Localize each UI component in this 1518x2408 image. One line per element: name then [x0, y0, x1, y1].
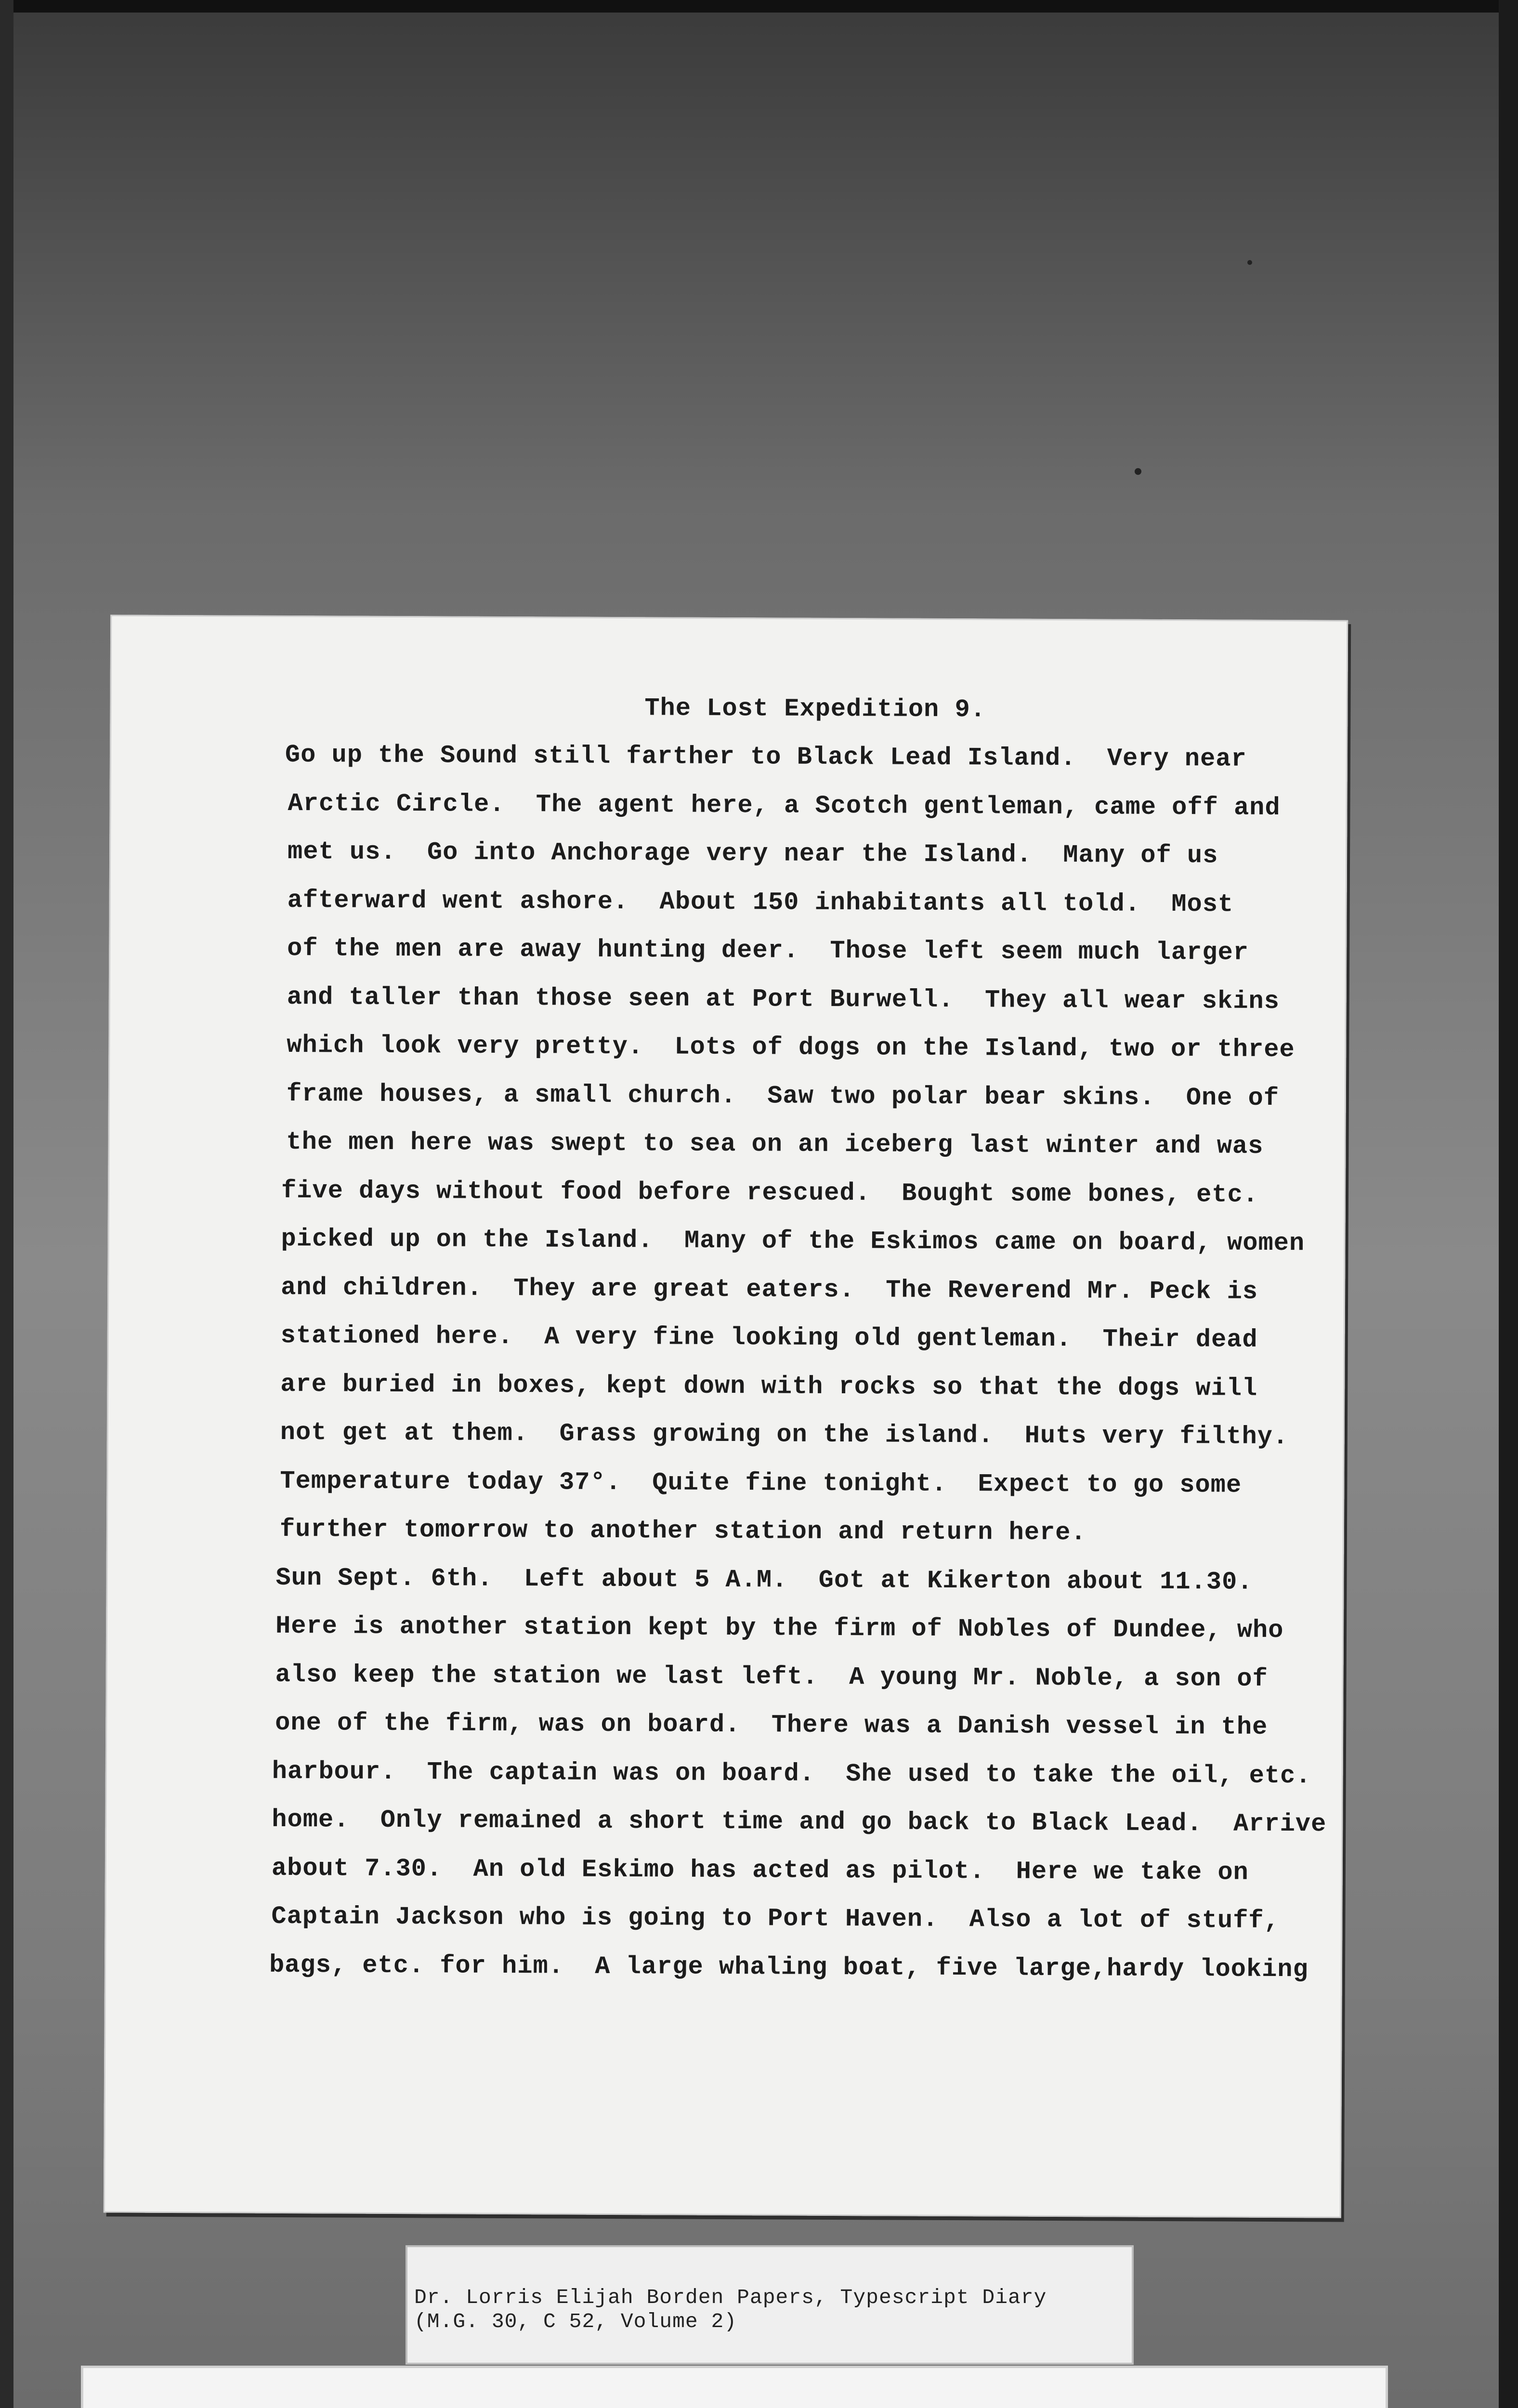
text-line: harbour. The captain was on board. She used to take the oil, etc.	[272, 1757, 1311, 1790]
typescript-body	[269, 683, 1348, 1994]
text-line: and children. They are great eaters. The Reverend Mr. Peck is	[281, 1273, 1258, 1306]
film-speck	[1135, 468, 1141, 475]
text-line: five days without food before rescued. Bought some bones, etc.	[281, 1176, 1259, 1209]
film-border-left	[0, 0, 13, 2408]
text-line: not get at them. Grass growing on the island. Huts very filthy.	[280, 1418, 1289, 1452]
text-line: bags, etc. for him. A large whaling boat, five large,hardy looking	[269, 1950, 1309, 1984]
text-line: further tomorrow to another station and return here.	[279, 1515, 1086, 1547]
page-title: The Lost Expedition 9.	[644, 694, 986, 724]
collection-label	[406, 2245, 1134, 2365]
text-line: the men here was swept to sea on an iceberg last winter and was	[286, 1128, 1264, 1161]
text-line: home. Only remained a short time and go back to Black Lead. Arrive	[272, 1805, 1327, 1839]
text-line: Arctic Circle. The agent here, a Scotch gentleman, came off and	[288, 789, 1281, 822]
text-line: are buried in boxes, kept down with rocks so that the dogs will	[280, 1370, 1258, 1403]
text-line: Go up the Sound still farther to Black Lead Island. Very near	[285, 740, 1247, 773]
typescript-page	[104, 615, 1348, 2218]
text-line: Temperature today 37°. Quite fine tonight. Expect to go some	[280, 1466, 1242, 1500]
text-line: one of the firm, was on board. There was a Danish vessel in the	[275, 1708, 1268, 1741]
film-speck	[1247, 260, 1252, 265]
text-line: afterward went ashore. About 150 inhabitants all told. Most	[287, 886, 1234, 919]
text-line: and taller than those seen at Port Burwell. They all wear skins	[287, 982, 1280, 1016]
text-line: Here is another station kept by the firm of Nobles of Dundee, who	[275, 1611, 1284, 1645]
text-line: which look very pretty. Lots of dogs on the Island, two or three	[287, 1031, 1295, 1064]
text-line: of the men are away hunting deer. Those left seem much larger	[287, 934, 1249, 967]
text-line: met us. Go into Anchorage very near the Island. Many of us	[287, 838, 1218, 870]
text-line: about 7.30. An old Eskimo has acted as pilot. Here we take on	[271, 1854, 1249, 1887]
text-line: Captain Jackson who is going to Port Haven. Also a lot of stuff,	[271, 1902, 1280, 1936]
text-line: also keep the station we last left. A young Mr. Noble, a son of	[275, 1660, 1268, 1693]
collection-reference: (M.G. 30, C 52, Volume 2)	[414, 2310, 737, 2333]
collection-name: Dr. Lorris Elijah Borden Papers, Typescript Diary	[414, 2286, 1047, 2309]
text-line: Sun Sept. 6th. Left about 5 A.M. Got at Kikerton about 11.30.	[275, 1563, 1253, 1597]
text-line: frame houses, a small church. Saw two polar bear skins. One of	[286, 1079, 1280, 1112]
film-border-right	[1499, 0, 1518, 2408]
text-line: picked up on the Island. Many of the Eskimos came on board, women	[281, 1224, 1305, 1258]
film-border-top	[0, 0, 1518, 13]
archives-stamp	[81, 2366, 1388, 2408]
text-line: stationed here. A very fine looking old gentleman. Their dead	[280, 1321, 1258, 1354]
